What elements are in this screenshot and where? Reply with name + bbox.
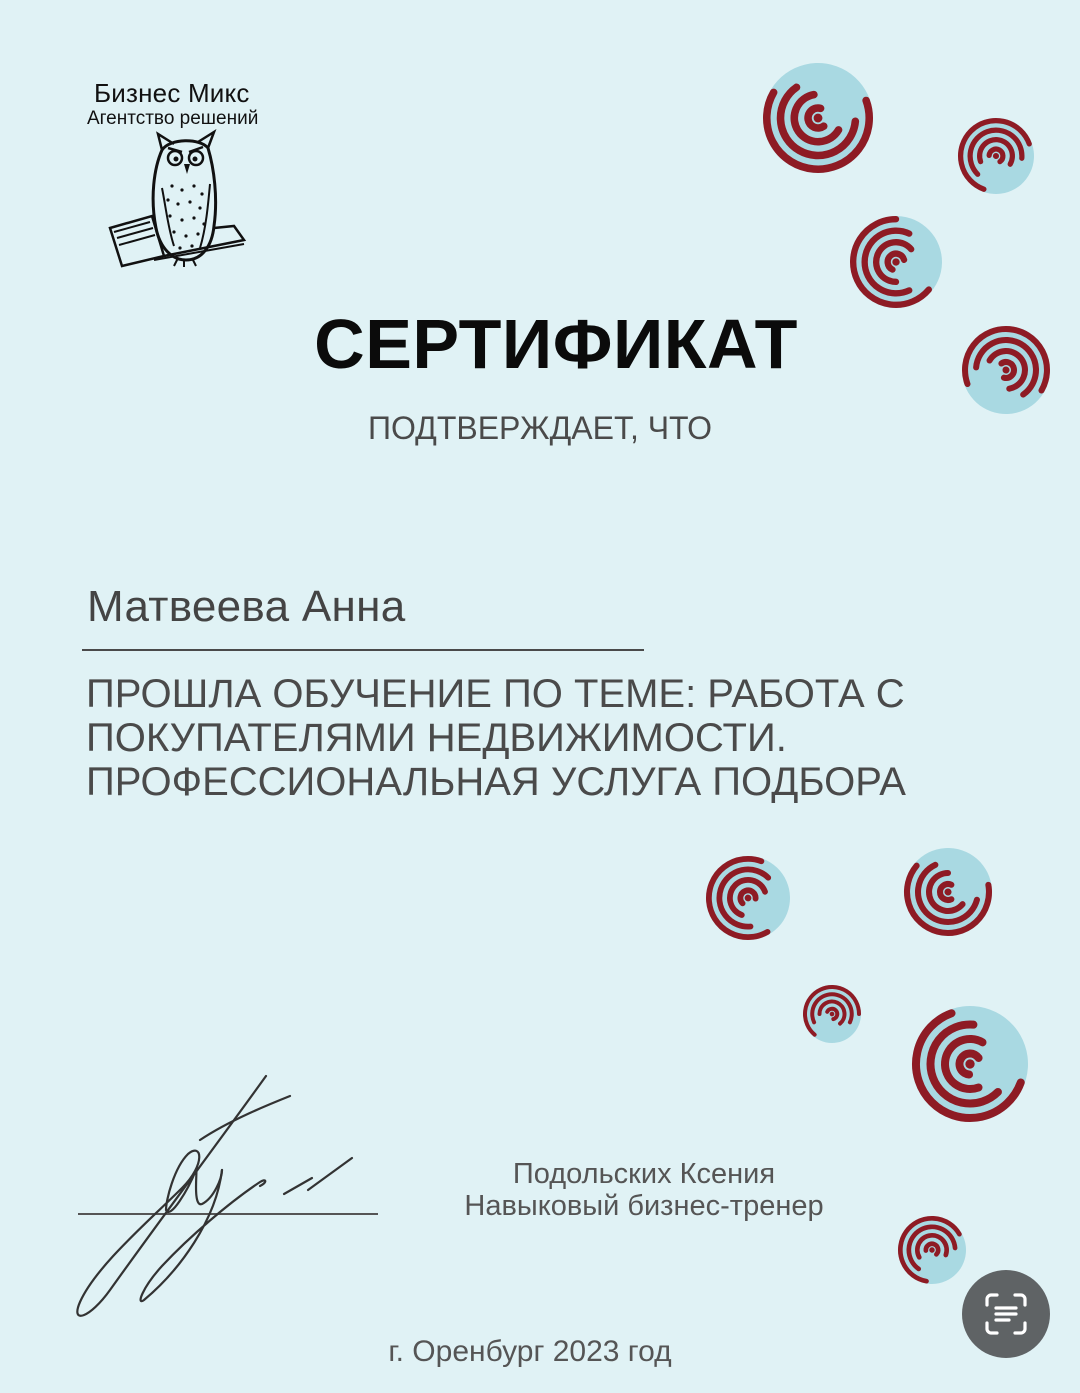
logo-title: Бизнес Микс bbox=[94, 78, 250, 108]
logo-subtitle: Агентство решений bbox=[87, 108, 259, 129]
spiral-ornament bbox=[748, 48, 889, 189]
course-line: ПРОФЕССИОНАЛЬНАЯ УСЛУГА ПОДБОРА bbox=[86, 760, 906, 804]
text-scan-button[interactable] bbox=[962, 1270, 1050, 1358]
course-line: ПОКУПАТЕЛЯМИ НЕДВИЖИМОСТИ. bbox=[86, 716, 787, 760]
spiral-ornament bbox=[843, 209, 950, 316]
trainer-role: Навыковый бизнес-тренер bbox=[464, 1190, 824, 1222]
text-scan-icon bbox=[981, 1289, 1031, 1339]
trainer-name: Подольских Ксения bbox=[512, 1158, 776, 1190]
confirms-text: ПОДТВЕРЖДАЕТ, ЧТО bbox=[367, 410, 713, 446]
course-line: ПРОШЛА ОБУЧЕНИЕ ПО ТЕМЕ: РАБОТА С bbox=[86, 672, 905, 716]
spiral-ornament bbox=[950, 314, 1063, 427]
spiral-ornament bbox=[888, 832, 1008, 952]
spiral-ornament bbox=[699, 849, 796, 946]
city-year: г. Оренбург 2023 год bbox=[388, 1335, 672, 1368]
spiral-ornament bbox=[798, 980, 865, 1047]
certificate-title: СЕРТИФИКАТ bbox=[314, 305, 798, 383]
spiral-ornament bbox=[944, 104, 1048, 208]
spiral-ornament bbox=[891, 985, 1049, 1143]
recipient-name: Матвеева Анна bbox=[87, 582, 406, 631]
